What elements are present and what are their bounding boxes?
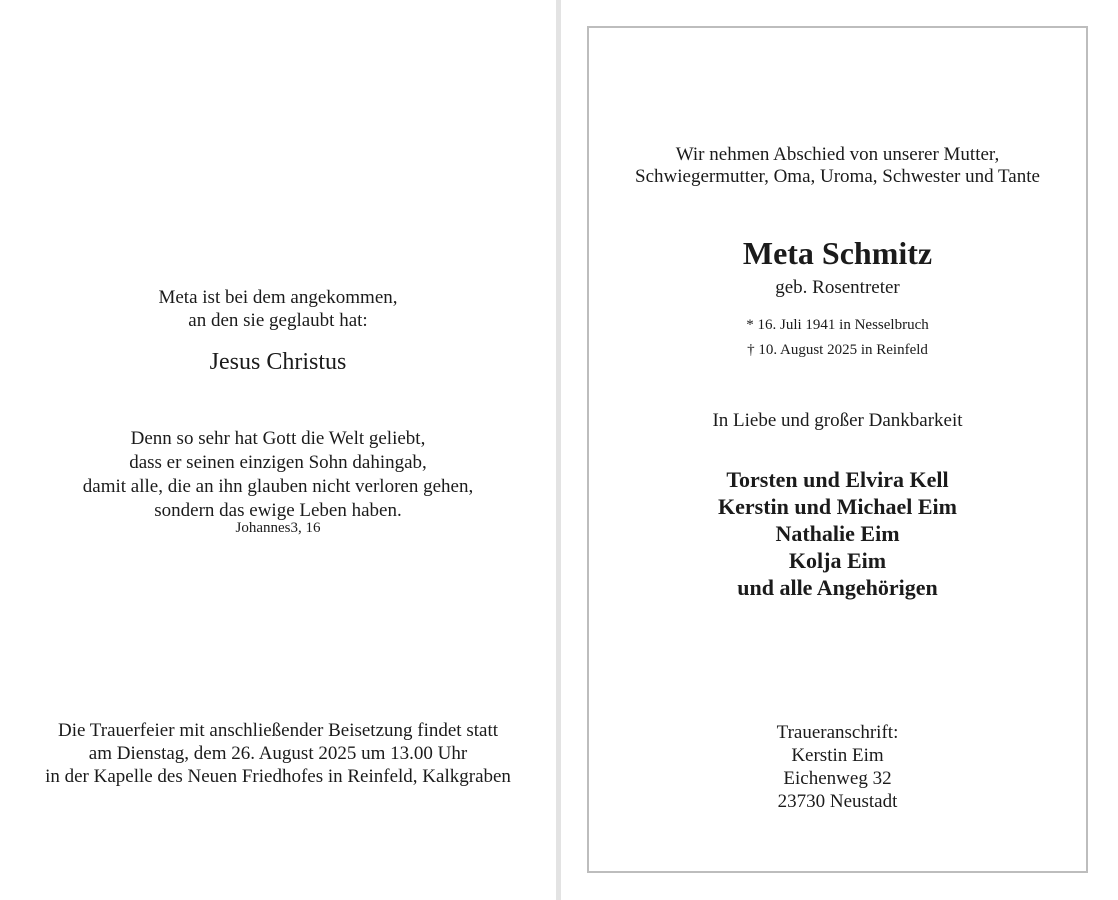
- faith-line: Meta ist bei dem angekommen,: [158, 287, 398, 308]
- page-fold: [556, 0, 561, 900]
- faith-statement: [0, 286, 556, 332]
- verse-line: damit alle, die an ihn glauben nicht verloren gehen,: [82, 476, 474, 497]
- family-member: und alle Angehörigen: [737, 575, 938, 600]
- family-member: Nathalie Eim: [775, 521, 900, 546]
- birth-date: * 16. Juli 1941 in Nesselbruch: [746, 317, 929, 333]
- address-line: Eichenweg 32: [783, 768, 892, 789]
- gratitude-line: In Liebe und großer Dankbarkeit: [712, 410, 963, 431]
- address-line: Kerstin Eim: [791, 745, 884, 766]
- ceremony-line: Die Trauerfeier mit anschließender Beisetzung findet statt: [57, 720, 499, 741]
- farewell-line: Wir nehmen Abschied von unserer Mutter,: [675, 144, 1000, 165]
- ceremony-notice: [0, 719, 556, 788]
- faith-name: Jesus Christus: [209, 349, 347, 375]
- ceremony-line: am Dienstag, dem 26. August 2025 um 13.00 Uhr: [88, 743, 468, 764]
- faith-line: an den sie geglaubt hat:: [188, 310, 368, 331]
- mourning-address: [587, 721, 1088, 813]
- verse-line: dass er seinen einzigen Sohn dahingab,: [129, 452, 427, 473]
- family-list: [587, 466, 1088, 601]
- maiden-name: geb. Rosentreter: [775, 277, 900, 298]
- address-line: Traueranschrift:: [776, 722, 899, 743]
- family-member: Kerstin und Michael Eim: [718, 494, 957, 519]
- family-member: Kolja Eim: [788, 548, 887, 573]
- ceremony-line: in der Kapelle des Neuen Friedhofes in Reinfeld, Kalkgraben: [45, 766, 511, 787]
- bible-verse: [0, 427, 556, 523]
- deceased-name: Meta Schmitz: [742, 235, 933, 271]
- address-line: 23730 Neustadt: [777, 791, 898, 812]
- verse-reference: Johannes3, 16: [235, 520, 321, 536]
- farewell-line: Schwiegermutter, Oma, Uroma, Schwester und Tante: [635, 166, 1040, 187]
- life-dates: [587, 313, 1088, 363]
- family-member: Torsten und Elvira Kell: [726, 467, 949, 492]
- verse-line: Denn so sehr hat Gott die Welt geliebt,: [130, 428, 426, 449]
- verse-line: sondern das ewige Leben haben.: [154, 500, 402, 521]
- farewell-intro: [587, 144, 1088, 188]
- death-date: † 10. August 2025 in Reinfeld: [747, 342, 928, 358]
